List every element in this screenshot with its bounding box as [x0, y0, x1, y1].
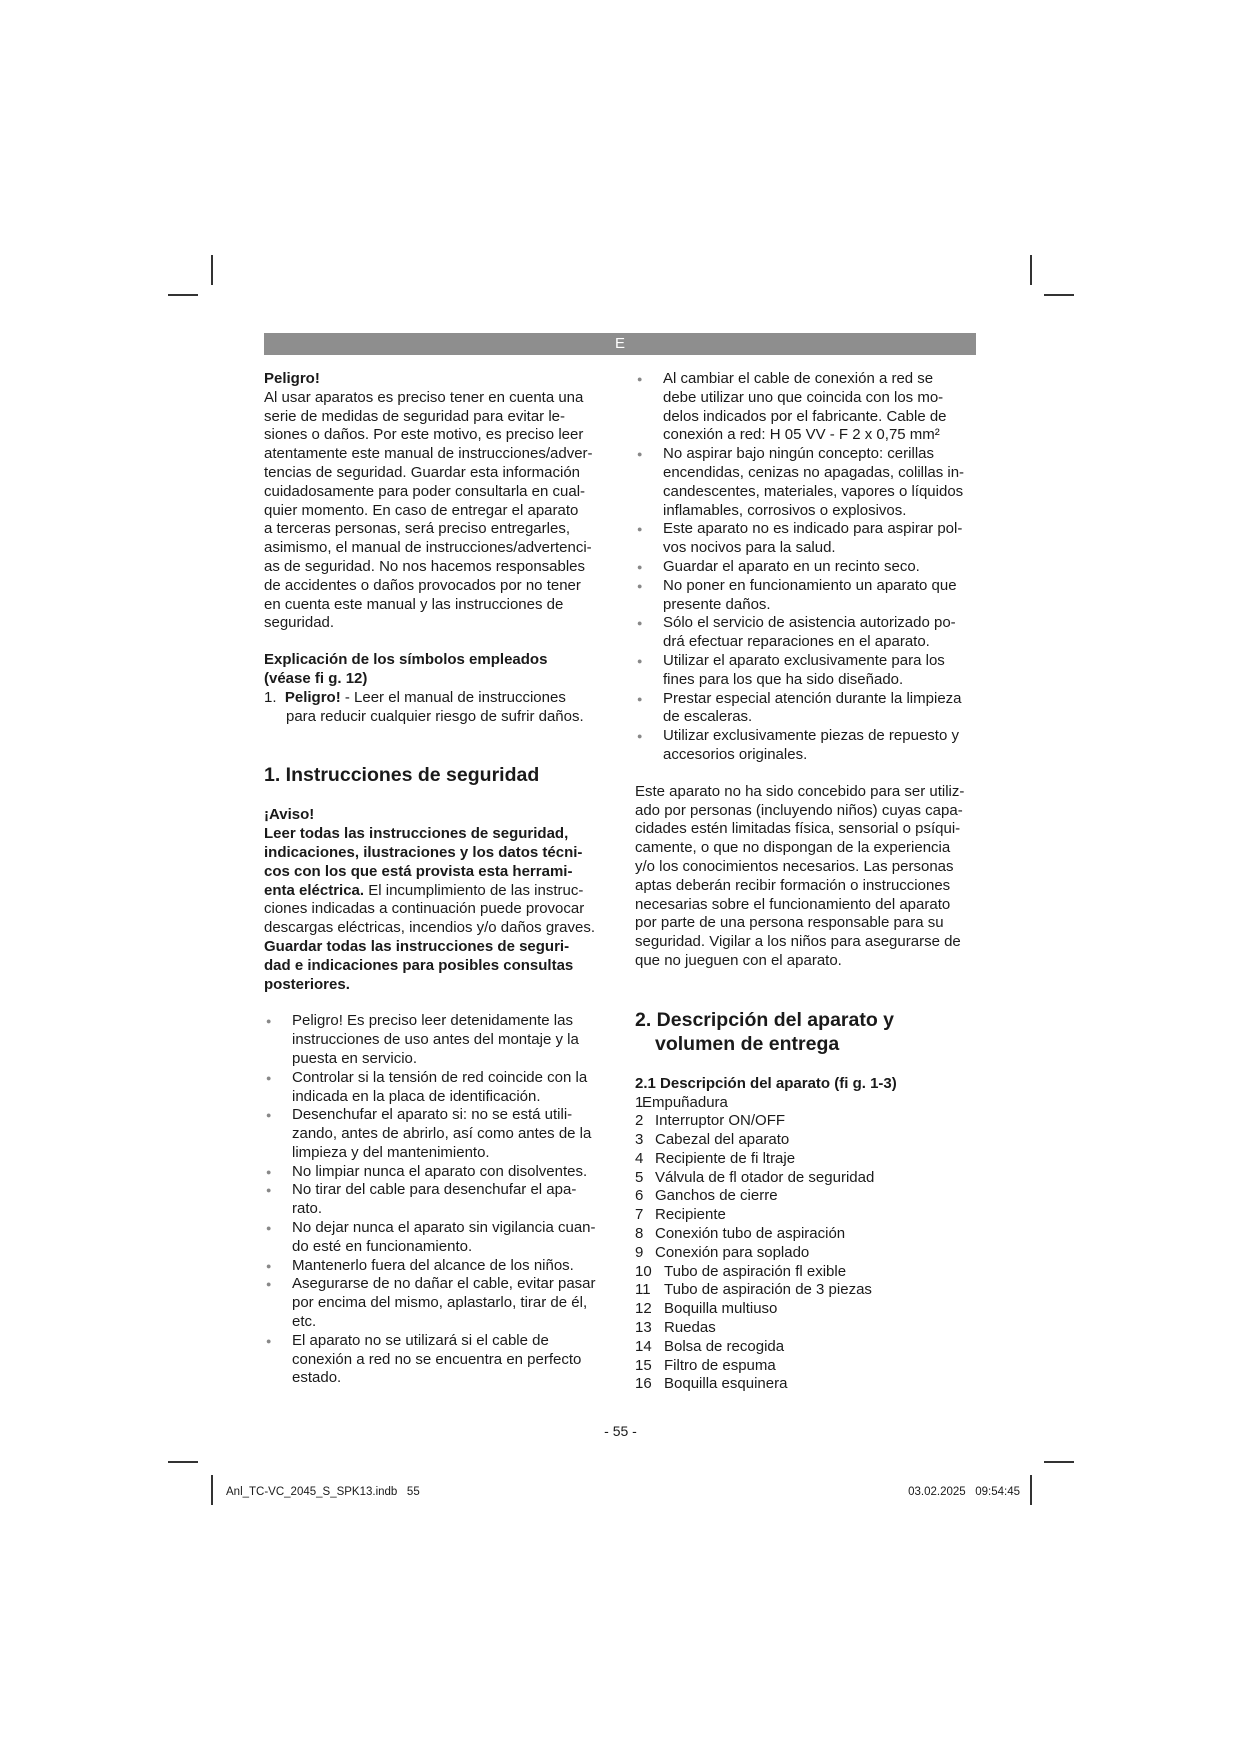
usage-paragraph: Este aparato no ha sido concebido para ser utiliz- ado por personas (incluyendo niños) cuyas capa- cidades estén limitadas física, sensorial o psíqui- camente, o que no dispongan de la experiencia y/o los conocimientos necesarios. Las personas aptas deberán recibir formación o instrucciones necesarias sobre el funcionamiento del aparato por parte de una persona responsable para su seguridad. Vigilar a los niños para asegurarse de que no jueguen con el aparato. [635, 782, 965, 969]
list-item: ● Prestar especial atención durante la limpieza de escaleras. [635, 690, 975, 728]
part-label: Ganchos de cierre [655, 1187, 778, 1205]
part-number: 3 [635, 1131, 644, 1149]
part-number: 10 [635, 1262, 652, 1280]
symbols-title: Explicación de los símbolos empleados (véase fi g. 12) [264, 651, 548, 687]
list-item: ● Utilizar el aparato exclusivamente para los fines para los que ha sido diseñado. [635, 652, 975, 690]
intro-text: Al usar aparatos es preciso tener en cuenta una serie de medidas de seguridad para evitar le- siones o daños. Por este motivo, es preciso leer atentamente este manual de instrucciones/adver- tencias de seguridad. Guardar esta información cuidadosamente para poder consultarla en cual- quier momento. En caso de entregar el aparato a terceras personas, será preciso entregarles, asimismo, el manual de instrucciones/advertenci- as de seguridad. No nos hacemos responsables de accidentes o daños provocados por no tener en cuenta este manual y las instrucciones de seguridad. [264, 388, 593, 632]
section-2-title: 2. Descripción del aparato y volumen de entrega [635, 1008, 895, 1055]
crop-mark [1044, 1461, 1074, 1463]
list-item: ● Al cambiar el cable de conexión a red se debe utilizar uno que coincida con los mo- delos indicados por el fabricante. Cable de conexión a red: H 05 VV - F 2 x 0,75 mm² [635, 370, 975, 445]
list-item: ● Asegurarse de no dañar el cable, evitar pasar por encima del mismo, aplastarlo, tirar de él, etc. [264, 1275, 604, 1331]
left-column [264, 370, 604, 1388]
part-label: Cabezal del aparato [655, 1131, 790, 1149]
list-item [635, 1225, 975, 1244]
list-item [635, 1169, 975, 1188]
crop-mark [1030, 1475, 1032, 1505]
part-number: 15 [635, 1356, 652, 1374]
list-item: ● No tirar del cable para desenchufar el apa- rato. [264, 1181, 604, 1219]
footer-datetime: 03.02.2025 09:54:45 [908, 1486, 1020, 1498]
list-item: ● Sólo el servicio de asistencia autorizado po- drá efectuar reparaciones en el aparato. [635, 614, 975, 652]
list-item [635, 1338, 975, 1357]
list-item: ● No limpiar nunca el aparato con disolventes. [264, 1163, 604, 1182]
list-item [635, 1300, 975, 1319]
part-number: 5 [635, 1168, 644, 1186]
part-number: 14 [635, 1337, 652, 1355]
section-1-title: 1. Instrucciones de seguridad [264, 764, 540, 787]
part-number: 11 [635, 1281, 651, 1299]
subsection-2-1-title: 2.1 Descripción del aparato (fi g. 1-3) [635, 1074, 897, 1092]
warning-bold-1: Leer todas las instrucciones de seguridad, indicaciones, ilustraciones y los datos técni- cos con los que está provista esta herrami- enta eléctrica. [264, 825, 583, 899]
part-label: Filtro de espuma [664, 1356, 776, 1374]
list-item [635, 1319, 975, 1338]
symbol-number: 1. [264, 688, 277, 706]
list-item [635, 1263, 975, 1282]
part-label: Tubo de aspiración fl exible [664, 1262, 847, 1280]
part-number: 9 [635, 1243, 644, 1261]
intro-title: Peligro! [264, 370, 320, 387]
part-label: Boquilla multiuso [664, 1300, 778, 1318]
crop-mark [211, 1475, 213, 1505]
warning-paragraph [264, 825, 604, 994]
part-number: 12 [635, 1300, 652, 1318]
list-item [635, 1131, 975, 1150]
part-number: 4 [635, 1149, 644, 1167]
part-label: Empuñadura [642, 1093, 728, 1111]
language-letter: E [614, 335, 625, 352]
list-item [635, 1094, 975, 1113]
part-number: 13 [635, 1319, 652, 1337]
part-label: Boquilla esquinera [664, 1375, 788, 1393]
crop-mark [1030, 255, 1032, 285]
part-label: Recipiente de fi ltraje [655, 1149, 796, 1167]
part-label: Conexión para soplado [655, 1243, 810, 1261]
symbol-item [264, 689, 604, 727]
language-header-bar [264, 333, 976, 355]
list-item: ● Mantenerlo fuera del alcance de los niños. [264, 1257, 604, 1276]
right-column [635, 370, 975, 1394]
part-label: Tubo de aspiración de 3 piezas [664, 1281, 872, 1299]
list-item: ● Peligro! Es preciso leer detenidamente las instrucciones de uso antes del montaje y la puesta en servicio. [264, 1012, 604, 1068]
aviso-title: ¡Aviso! [264, 806, 315, 824]
list-item [635, 1281, 975, 1300]
page-number: - 55 - [604, 1423, 637, 1439]
crop-mark [1044, 294, 1074, 296]
crop-mark [211, 255, 213, 285]
list-item: ● No poner en funcionamiento un aparato que presente daños. [635, 577, 975, 615]
part-label: Conexión tubo de aspiración [655, 1225, 846, 1243]
symbol-label: Peligro! [284, 688, 341, 706]
left-safety-list [264, 1012, 604, 1388]
list-item: ● No aspirar bajo ningún concepto: cerillas encendidas, cenizas no apagadas, colillas in- candescentes, materiales, vapores o líquidos inflamables, corrosivos o explosivos. [635, 445, 975, 520]
part-number: 1 [635, 1093, 644, 1111]
part-label: Interruptor ON/OFF [655, 1112, 786, 1130]
list-item: ● El aparato no se utilizará si el cable de conexión a red no se encuentra en perfecto estado. [264, 1332, 604, 1388]
parts-list [635, 1094, 975, 1395]
list-item [635, 1112, 975, 1131]
symbol-text: - Leer el manual de instrucciones para reducir cualquier riesgo de sufrir daños. [286, 688, 584, 725]
list-item: ● Utilizar exclusivamente piezas de repuesto y accesorios originales. [635, 727, 975, 765]
list-item [635, 1150, 975, 1169]
crop-mark [168, 294, 198, 296]
list-item: ● Controlar si la tensión de red coincide con la indicada en la placa de identificación. [264, 1069, 604, 1107]
footer-file-info: Anl_TC-VC_2045_S_SPK13.indb 55 [226, 1486, 420, 1498]
list-item: ● No dejar nunca el aparato sin vigilancia cuan- do esté en funcionamiento. [264, 1219, 604, 1257]
list-item: ● Guardar el aparato en un recinto seco. [635, 558, 975, 577]
warning-bold-2: Guardar todas las instrucciones de seguri- dad e indicaciones para posibles consultas posteriores. [264, 937, 574, 993]
right-safety-list [635, 370, 975, 765]
list-item: ● Este aparato no es indicado para aspirar pol- vos nocivos para la salud. [635, 520, 975, 558]
warning-text: El incumplimiento de las instruc- ciones indicadas a continuación puede provocar descargas eléctricas, incendios y/o daños graves. [264, 881, 596, 937]
crop-mark [168, 1461, 198, 1463]
list-item [635, 1187, 975, 1206]
part-label: Recipiente [655, 1206, 726, 1224]
part-label: Bolsa de recogida [664, 1337, 785, 1355]
part-number: 6 [635, 1187, 644, 1205]
part-number: 16 [635, 1375, 652, 1393]
part-label: Ruedas [664, 1319, 716, 1337]
part-label: Válvula de fl otador de seguridad [655, 1168, 875, 1186]
list-item [635, 1244, 975, 1263]
list-item [635, 1206, 975, 1225]
list-item [635, 1375, 975, 1394]
part-number: 8 [635, 1225, 644, 1243]
part-number: 7 [635, 1206, 644, 1224]
list-item [635, 1357, 975, 1376]
part-number: 2 [635, 1112, 644, 1130]
list-item: ● Desenchufar el aparato si: no se está utili- zando, antes de abrirlo, así como antes de la limpieza y del mantenimiento. [264, 1106, 604, 1162]
